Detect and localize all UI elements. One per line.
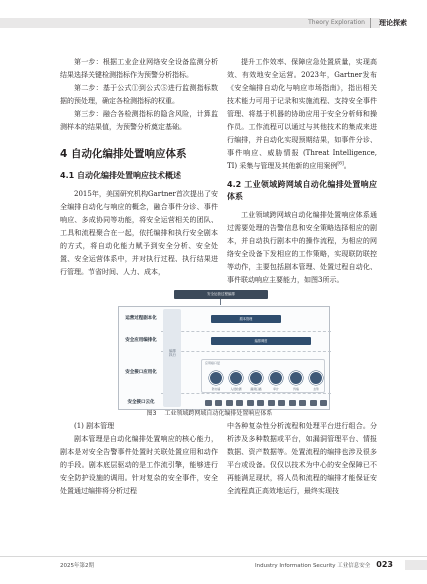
interface-label: 入侵检测 <box>230 387 242 391</box>
figure-frame <box>118 306 330 410</box>
interface-label: 终端 <box>293 387 299 391</box>
row-label-interface-app: 安全接口应用化 <box>125 370 157 375</box>
section-4-1-heading: 4.1 自动化编排处置响应技术概述 <box>60 171 181 180</box>
section-4-2-heading: 4.2 工业领域跨网域自动化编排处置响应体系 <box>227 180 377 201</box>
row-divider <box>161 331 331 332</box>
playbook-management-paragraph: 剧本管理是自动化编排处置响应的核心能力，剧本是对安全告警事件处置时关联处置应用和动作的手段。剧本底层驱动的是工作流引擎，能够进行安全防护设施的调用。针对复杂的安全事件，安全处置通过编排将分析过程 <box>60 435 218 495</box>
footer-issue: 2025年第2期 <box>60 563 94 569</box>
playbook-management-heading: (1) 剧本管理 <box>74 422 115 430</box>
section-4-heading: 4 自动化编排处置响应体系 <box>60 148 187 160</box>
device-icon <box>299 400 306 406</box>
node-orchestration: 编排调度 <box>211 337 311 345</box>
row-divider <box>161 393 331 394</box>
figure-3 <box>108 288 333 416</box>
device-icon <box>310 400 317 406</box>
reference-marker[interactable]: [6] <box>337 161 344 167</box>
header-section-en: Theory Exploration <box>308 19 365 26</box>
row-label-playbook: 运营过程剧本化 <box>125 316 157 321</box>
figure-top-banner <box>174 290 268 299</box>
figure-number: 图3 <box>146 410 157 417</box>
interface-group-label: 应用接口层 <box>205 361 221 365</box>
row-label-orchestration: 安全应用编排化 <box>125 338 157 343</box>
execution-lane-label: 编排执行 <box>169 349 176 357</box>
device-icon <box>289 400 296 406</box>
interface-ids-icon <box>229 371 243 385</box>
orchestration-paragraph: 中各种复杂性分析流程和处理平台进行组合。分析涉及多种数据或平台，如漏洞管理平台、情报数据、资产数据等。处置流程的编排也涉及很多平台或设备。仅仅以技术为中心的安全保障已不再能满足现状，将人员和流程的编排才能保证安全流程真正高效地运行，最终实现技 <box>227 422 377 495</box>
section-4-1-paragraph: 2015年，美国研究机构Gartner首次提出了安全编排自动化与响应的概念，融合事件分诊、事件响应、多成协同等功能，将安全运营相关的团队、工具和流程聚合在一起，依托编排和执行安全剧本的方式，将自动化能力赋予到安全分析、安全处置、安全运营体系中，并对执行过程、执行结果进行管理。节省时间、人力、成本， <box>60 190 218 276</box>
interface-label: 审计 <box>273 387 279 391</box>
step-two-paragraph: 第二步：基于公式①到公式⑤进行监测指标数据的预处理，确定各检测指标的权重。 <box>60 84 218 105</box>
device-icon <box>215 400 222 406</box>
header-section-cn: 理论探索 <box>379 19 407 27</box>
device-icon <box>268 400 275 406</box>
interface-label: 态势 <box>313 387 319 391</box>
interface-endpoint-icon <box>289 371 303 385</box>
gartner-paragraph-text: 提升工作效率、保障应急处置质量，实现高效、有效地安全运营。2023年，Gartner发布《安全编排自动化与响应市场指南》，指出相关技术能力可用于记录和实施流程、支持安全事件管理、将基于机器的协助应用于安全分析师和操作员。工作流程可以通过与其他技术的集成来进行编排，并自动化实现预期结果，如事件分诊、事件响应、威胁情报 (Threat Intelligence, TI) 采集与管理及其他新的应用案例 <box>227 58 377 170</box>
device-icon <box>247 400 254 406</box>
interface-firewall-icon <box>209 371 223 385</box>
interface-audit-icon <box>269 371 283 385</box>
device-icon <box>205 400 212 406</box>
right-column <box>227 56 377 287</box>
header-divider <box>370 18 371 28</box>
figure-3-caption <box>0 408 427 417</box>
execution-lane <box>163 309 181 407</box>
gartner-paragraph-end: 。 <box>343 162 351 170</box>
interface-situation-icon <box>309 371 323 385</box>
section-4-2-paragraph: 工业领域跨网域自动化编排处置响应体系通过需要处理的告警信息和安全策略选择相应的剧本，并自动执行剧本中的操作流程，为相应的网络安全设备下发相应的工作策略，实现联防联控等动作，主要包括剧本管理、处置过程自动化、事件联动响应主要能力，如图3所示。 <box>227 211 377 284</box>
page-number: 023 <box>376 560 393 569</box>
row-label-interface-cloud: 安全接口云化 <box>127 400 155 405</box>
row-divider <box>161 351 331 352</box>
interface-label: 防火墙 <box>211 387 221 391</box>
figure-caption-text: 工业领域跨网域自动化编排处置响应体系 <box>164 410 273 417</box>
device-icon <box>226 400 233 406</box>
node-playbook-management: 剧本管理 <box>211 315 281 323</box>
figure-top-label: 安全运营过程编排 <box>207 292 235 296</box>
left-column <box>60 56 218 279</box>
interface-scan-icon <box>249 371 263 385</box>
step-three-paragraph: 第三步：融合各检测指标的隐含风险，计算监测样本的结果值，为预警分析奠定基础。 <box>60 110 218 131</box>
device-icon <box>257 400 264 406</box>
device-icon <box>278 400 285 406</box>
footer-band <box>405 560 427 570</box>
bottom-right-column <box>227 420 377 498</box>
device-icon <box>236 400 243 406</box>
figure-top-arrow <box>220 299 221 305</box>
footer-journal <box>255 560 393 571</box>
running-header <box>0 8 427 34</box>
footer-journal-en: Industry Information Security <box>254 563 336 569</box>
gartner-paragraph <box>227 56 377 173</box>
interface-label: 漏洞扫描 <box>250 387 262 391</box>
footer-rule <box>0 556 427 557</box>
footer-journal-cn: 工业信息安全 <box>337 563 371 569</box>
step-one-paragraph: 第一步：根据工业企业网络安全设备监测分析结果选择关键检测指标作为预警分析指标。 <box>60 58 218 79</box>
device-icon <box>320 400 327 406</box>
bottom-left-column <box>60 420 218 498</box>
